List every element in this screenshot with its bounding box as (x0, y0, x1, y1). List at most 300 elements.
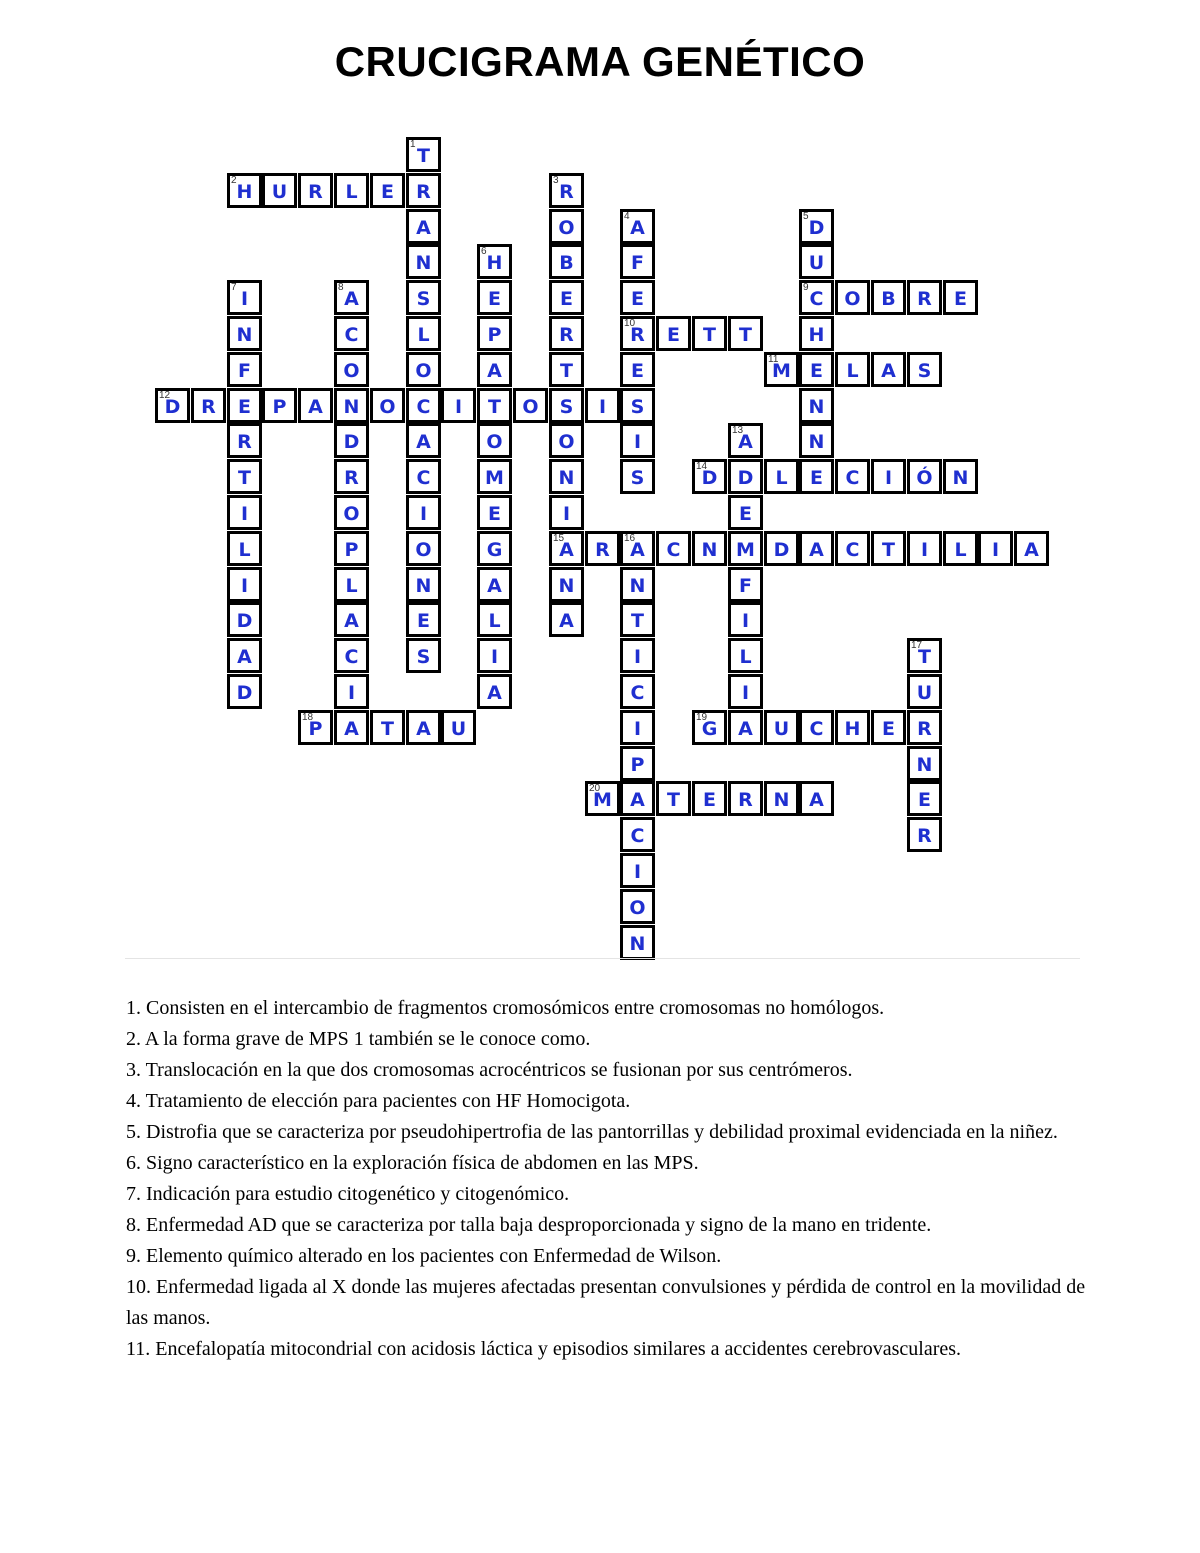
crossword-cell (549, 209, 584, 244)
crossword-cell (799, 781, 834, 816)
cell-letter: U (773, 718, 790, 740)
cell-letter: E (810, 467, 823, 489)
cell-letter: C (344, 646, 359, 668)
crossword-cell (799, 423, 834, 458)
crossword-cell (334, 710, 369, 745)
crossword-cell (620, 531, 655, 566)
cell-letter: F (238, 360, 251, 382)
crossword-cell (406, 280, 441, 315)
clue-item: 3. Translocación en la que dos cromosomas acrocéntricos se fusionan por sus centrómeros. (126, 1059, 853, 1081)
cell-letter: T (667, 789, 680, 811)
cell-letter: E (488, 288, 501, 310)
cell-letter: I (598, 396, 607, 418)
crossword-cell (728, 423, 763, 458)
clue-item: 10. Enfermedad ligada al X donde las mujeres afectadas presentan convulsiones y pérdida de control en la movilidad de las manos. (126, 1276, 1086, 1329)
crossword-cell (334, 638, 369, 673)
crossword-cell (871, 352, 906, 387)
clue-number: 3 (553, 175, 559, 186)
cell-letter: A (738, 718, 753, 740)
crossword-cell (692, 710, 727, 745)
crossword-cell (477, 423, 512, 458)
crossword-cell (799, 710, 834, 745)
cell-letter: S (416, 646, 431, 668)
cell-letter: R (630, 324, 645, 346)
cell-letter: E (810, 360, 823, 382)
crossword-cell (477, 459, 512, 494)
crossword-cell (620, 244, 655, 279)
cell-letter: I (991, 539, 1000, 561)
cell-letter: I (490, 646, 499, 668)
cell-letter: L (954, 539, 967, 561)
cell-letter: P (487, 324, 502, 346)
clue-number: 5 (803, 211, 809, 222)
cell-letter: R (237, 431, 252, 453)
clue-item: 6. Signo característico en la exploración física de abdomen en las MPS. (126, 1152, 699, 1174)
crossword-cell (907, 531, 942, 566)
crossword-cell (871, 531, 906, 566)
crossword-cell (835, 531, 870, 566)
cell-letter: N (701, 539, 718, 561)
crossword-cell (549, 567, 584, 602)
cell-letter: A (416, 217, 431, 239)
crossword-cell (620, 423, 655, 458)
cell-letter: T (238, 467, 251, 489)
crossword-cell (441, 710, 476, 745)
cell-letter: S (630, 467, 645, 489)
crossword-cell (334, 567, 369, 602)
cell-letter: R (917, 718, 932, 740)
crossword-cell (585, 781, 620, 816)
crossword-cell (549, 531, 584, 566)
crossword-cell (907, 638, 942, 673)
crossword-cell (907, 781, 942, 816)
cell-letter: E (488, 503, 501, 525)
page-title: CRUCIGRAMA GENÉTICO (334, 38, 866, 85)
cell-letter: S (416, 288, 431, 310)
cell-letter: C (416, 396, 431, 418)
cell-letter: N (808, 396, 825, 418)
cell-letter: I (633, 861, 642, 883)
cell-letter: E (560, 288, 573, 310)
cell-letter: T (739, 324, 752, 346)
crossword-cell (585, 388, 620, 423)
crossword-cell (549, 280, 584, 315)
cell-letter: D (701, 467, 718, 489)
cell-letter: O (415, 539, 432, 561)
crossword-cell (728, 602, 763, 637)
crossword-cell (334, 316, 369, 351)
clue-number: 8 (338, 282, 344, 293)
crossword-cell (477, 674, 512, 709)
crossword-cell (406, 316, 441, 351)
cell-letter: A (308, 396, 323, 418)
clue-number: 18 (302, 712, 314, 723)
cell-letter: A (416, 431, 431, 453)
cell-letter: H (236, 181, 253, 203)
cell-letter: S (917, 360, 932, 382)
crossword-cell (728, 638, 763, 673)
crossword-cell (262, 388, 297, 423)
clue-item: 11. Encefalopatía mitocondrial con acidosis láctica y episodios similares a accidentes cerebrovasculares. (126, 1338, 962, 1360)
clue-number: 19 (696, 712, 708, 723)
cell-letter: S (630, 396, 645, 418)
crossword-cell (334, 173, 369, 208)
crossword-cell (620, 746, 655, 781)
crossword-cell (298, 388, 333, 423)
cell-letter: R (559, 324, 574, 346)
cell-letter: D (343, 431, 360, 453)
crossword-cell (477, 316, 512, 351)
crossword-cell (871, 459, 906, 494)
crossword-cell (620, 925, 655, 960)
crossword-cell (907, 674, 942, 709)
cell-letter: H (808, 324, 825, 346)
clue-number: 10 (624, 318, 636, 329)
crossword-cell (907, 710, 942, 745)
crossword-cell (907, 459, 942, 494)
crossword-cell (227, 173, 262, 208)
crossword-cell (835, 280, 870, 315)
cell-letter: S (559, 396, 574, 418)
cell-letter: C (666, 539, 681, 561)
crossword-cell (799, 531, 834, 566)
crossword-cell (549, 423, 584, 458)
crossword-cell (764, 459, 799, 494)
crossword-cell (764, 352, 799, 387)
cell-letter: A (487, 575, 502, 597)
crossword-cell (549, 316, 584, 351)
crossword-cell (620, 352, 655, 387)
crossword-cell (370, 173, 405, 208)
crossword-cell (227, 531, 262, 566)
cell-letter: B (559, 252, 574, 274)
cell-letter: E (954, 288, 967, 310)
cell-letter: Ó (916, 467, 933, 489)
crossword-cell (155, 388, 190, 423)
clue-item: 4. Tratamiento de elección para pacientes con HF Homocigota. (126, 1090, 631, 1112)
crossword-cell (620, 567, 655, 602)
crossword-cell (620, 602, 655, 637)
crossword-cell (406, 209, 441, 244)
cell-letter: E (631, 288, 644, 310)
cell-letter: A (630, 539, 645, 561)
crossword-cell (406, 567, 441, 602)
crossword-cell (764, 531, 799, 566)
cell-letter: I (920, 539, 929, 561)
crossword-cell (871, 710, 906, 745)
cell-letter: D (236, 682, 253, 704)
cell-letter: A (881, 360, 896, 382)
crossword-cell (406, 388, 441, 423)
cell-letter: L (739, 646, 752, 668)
cell-letter: O (343, 360, 360, 382)
crossword-cell (728, 710, 763, 745)
cell-letter: I (633, 718, 642, 740)
clue-number: 4 (624, 211, 630, 222)
crossword-cell (620, 781, 655, 816)
crossword-cell (943, 459, 978, 494)
cell-letter: N (558, 575, 575, 597)
clue-number: 12 (159, 390, 171, 401)
cell-letter: A (738, 431, 753, 453)
cell-letter: L (345, 181, 358, 203)
clue-number: 11 (768, 354, 779, 365)
crossword-cell (549, 352, 584, 387)
cell-letter: O (522, 396, 539, 418)
crossword-cell (1014, 531, 1049, 566)
clue-list (126, 993, 1106, 1365)
cell-letter: P (630, 754, 645, 776)
crossword-cell (799, 280, 834, 315)
crossword-cell (370, 388, 405, 423)
clue-number: 17 (911, 640, 923, 651)
crossword-cell (334, 495, 369, 530)
crossword-cell (477, 567, 512, 602)
crossword-cell (907, 817, 942, 852)
crossword-cell (477, 388, 512, 423)
cell-letter: I (240, 503, 249, 525)
cell-letter: R (917, 825, 932, 847)
cell-letter: C (630, 825, 645, 847)
crossword-cell (406, 352, 441, 387)
crossword-cell (871, 280, 906, 315)
crossword-cell (549, 459, 584, 494)
cell-letter: T (488, 396, 501, 418)
crossword-cell (227, 674, 262, 709)
cell-letter: I (419, 503, 428, 525)
cell-letter: M (736, 539, 755, 561)
crossword-cell (943, 280, 978, 315)
cell-letter: A (416, 718, 431, 740)
cell-letter: D (236, 610, 253, 632)
cell-letter: E (703, 789, 716, 811)
cell-letter: D (773, 539, 790, 561)
clue-item: 9. Elemento químico alterado en los pacientes con Enfermedad de Wilson. (126, 1245, 722, 1267)
crossword-cell (799, 209, 834, 244)
cell-letter: A (1024, 539, 1039, 561)
crossword-cell (620, 889, 655, 924)
crossword-cell (334, 674, 369, 709)
cell-letter: R (416, 181, 431, 203)
cell-letter: N (629, 933, 646, 955)
cell-letter: A (487, 682, 502, 704)
cell-letter: P (344, 539, 359, 561)
crossword-cell (764, 710, 799, 745)
cell-letter: R (595, 539, 610, 561)
crossword-cell (728, 781, 763, 816)
cell-letter: D (164, 396, 181, 418)
crossword-cell (334, 352, 369, 387)
cell-letter: N (415, 575, 432, 597)
cell-letter: T (703, 324, 716, 346)
cell-letter: C (630, 682, 645, 704)
crossword-cell (406, 531, 441, 566)
crossword-cell (334, 423, 369, 458)
crossword-cell (334, 602, 369, 637)
cell-letter: I (454, 396, 463, 418)
crossword-cell (620, 459, 655, 494)
cell-letter: L (846, 360, 859, 382)
crossword-cell (728, 316, 763, 351)
crossword-cell (799, 244, 834, 279)
cell-letter: M (485, 467, 504, 489)
crossword-cell (406, 173, 441, 208)
crossword-cell (227, 316, 262, 351)
crossword-cell (728, 531, 763, 566)
cell-letter: O (844, 288, 861, 310)
cell-letter: B (881, 288, 896, 310)
crossword-cell (406, 638, 441, 673)
cell-letter: E (238, 396, 251, 418)
crossword-cell (549, 602, 584, 637)
cell-letter: O (486, 431, 503, 453)
cell-letter: A (344, 718, 359, 740)
crossword-cell (549, 388, 584, 423)
cell-letter: I (884, 467, 893, 489)
crossword-cell (728, 459, 763, 494)
crossword-cell (477, 531, 512, 566)
clue-item: 8. Enfermedad AD que se caracteriza por talla baja desproporcionada y signo de la mano en tridente. (126, 1214, 932, 1236)
cell-letter: G (486, 539, 503, 561)
crossword-cell (799, 459, 834, 494)
cell-letter: A (344, 288, 359, 310)
clue-number: 13 (732, 425, 744, 436)
cell-letter: I (240, 288, 249, 310)
cell-letter: O (558, 431, 575, 453)
cell-letter: F (631, 252, 644, 274)
crossword-cell (835, 459, 870, 494)
cell-letter: O (343, 503, 360, 525)
crossword-cell (799, 388, 834, 423)
clue-item: 1. Consisten en el intercambio de fragmentos cromosómicos entre cromosomas no homólogos. (126, 997, 885, 1019)
cell-letter: C (344, 324, 359, 346)
crossword-cell (227, 495, 262, 530)
crossword-cell (799, 352, 834, 387)
cell-letter: T (417, 145, 430, 167)
crossword-cell (477, 602, 512, 637)
clue-number: 7 (231, 282, 237, 293)
crossword-cell (334, 459, 369, 494)
cell-letter: D (737, 467, 754, 489)
crossword-cell (227, 638, 262, 673)
cell-letter: R (344, 467, 359, 489)
cell-letter: R (201, 396, 216, 418)
cell-letter: H (844, 718, 861, 740)
crossword-cell (298, 710, 333, 745)
cell-letter: N (952, 467, 969, 489)
cell-letter: O (415, 360, 432, 382)
cell-letter: U (808, 252, 825, 274)
crossword-cell (907, 746, 942, 781)
crossword-cell (620, 388, 655, 423)
clue-number: 6 (481, 246, 487, 257)
crossword-cell (656, 316, 691, 351)
cell-letter: L (238, 539, 251, 561)
crossword-cell (334, 531, 369, 566)
crossword-cell (370, 710, 405, 745)
cell-letter: R (917, 288, 932, 310)
crossword-cell (764, 781, 799, 816)
cell-letter: I (741, 682, 750, 704)
crossword-cell (227, 352, 262, 387)
clue-number: 15 (553, 533, 565, 544)
crossword-cell (477, 495, 512, 530)
cell-letter: I (633, 646, 642, 668)
clue-item: 2. A la forma grave de MPS 1 también se le conoce como. (126, 1028, 591, 1050)
cell-letter: U (450, 718, 467, 740)
crossword-cell (334, 388, 369, 423)
cell-letter: A (344, 610, 359, 632)
clue-number: 16 (624, 533, 636, 544)
cell-letter: L (345, 575, 358, 597)
crossword-cell (477, 638, 512, 673)
cell-letter: P (308, 718, 323, 740)
cell-letter: H (486, 252, 503, 274)
cell-letter: N (236, 324, 253, 346)
cell-letter: C (809, 288, 824, 310)
crossword-cell (692, 781, 727, 816)
cell-letter: N (773, 789, 790, 811)
crossword-cell (585, 531, 620, 566)
cell-letter: U (916, 682, 933, 704)
cell-letter: G (701, 718, 718, 740)
cell-letter: E (417, 610, 430, 632)
cell-letter: N (808, 431, 825, 453)
crossword-cell (656, 781, 691, 816)
cell-letter: I (240, 575, 249, 597)
crossword-cell (477, 352, 512, 387)
crossword-cell (227, 459, 262, 494)
crossword-cell (728, 495, 763, 530)
crossword-cell (978, 531, 1013, 566)
cell-letter: O (558, 217, 575, 239)
cell-letter: C (416, 467, 431, 489)
cell-letter: N (343, 396, 360, 418)
crossword-cell (406, 710, 441, 745)
cell-letter: L (488, 610, 501, 632)
cell-letter: A (559, 610, 574, 632)
cell-letter: L (775, 467, 788, 489)
crossword-cell (227, 567, 262, 602)
crossword-cell (692, 316, 727, 351)
cell-letter: I (562, 503, 571, 525)
cell-letter: A (237, 646, 252, 668)
cell-letter: M (593, 789, 612, 811)
crossword-cell (656, 531, 691, 566)
cell-letter: T (882, 539, 895, 561)
cell-letter: A (630, 789, 645, 811)
cell-letter: P (272, 396, 287, 418)
clue-item: 7. Indicación para estudio citogenético y citogenómico. (126, 1183, 570, 1205)
crossword-cell (620, 316, 655, 351)
crossword-cell (227, 280, 262, 315)
cell-letter: A (487, 360, 502, 382)
cell-letter: R (559, 181, 574, 203)
cell-letter: I (741, 610, 750, 632)
cell-letter: C (845, 539, 860, 561)
cell-letter: D (808, 217, 825, 239)
cell-letter: A (630, 217, 645, 239)
clue-item: 5. Distrofia que se caracteriza por pseudohipertrofia de las pantorrillas y debilidad proximal evidenciada en la niñez. (126, 1121, 1058, 1143)
cell-letter: N (629, 575, 646, 597)
crossword-cell (549, 495, 584, 530)
cell-letter: C (845, 467, 860, 489)
crossword-cell (477, 244, 512, 279)
clue-number: 20 (589, 783, 601, 794)
crossword-cell (549, 173, 584, 208)
crossword-cell (907, 352, 942, 387)
crossword-cell (835, 710, 870, 745)
